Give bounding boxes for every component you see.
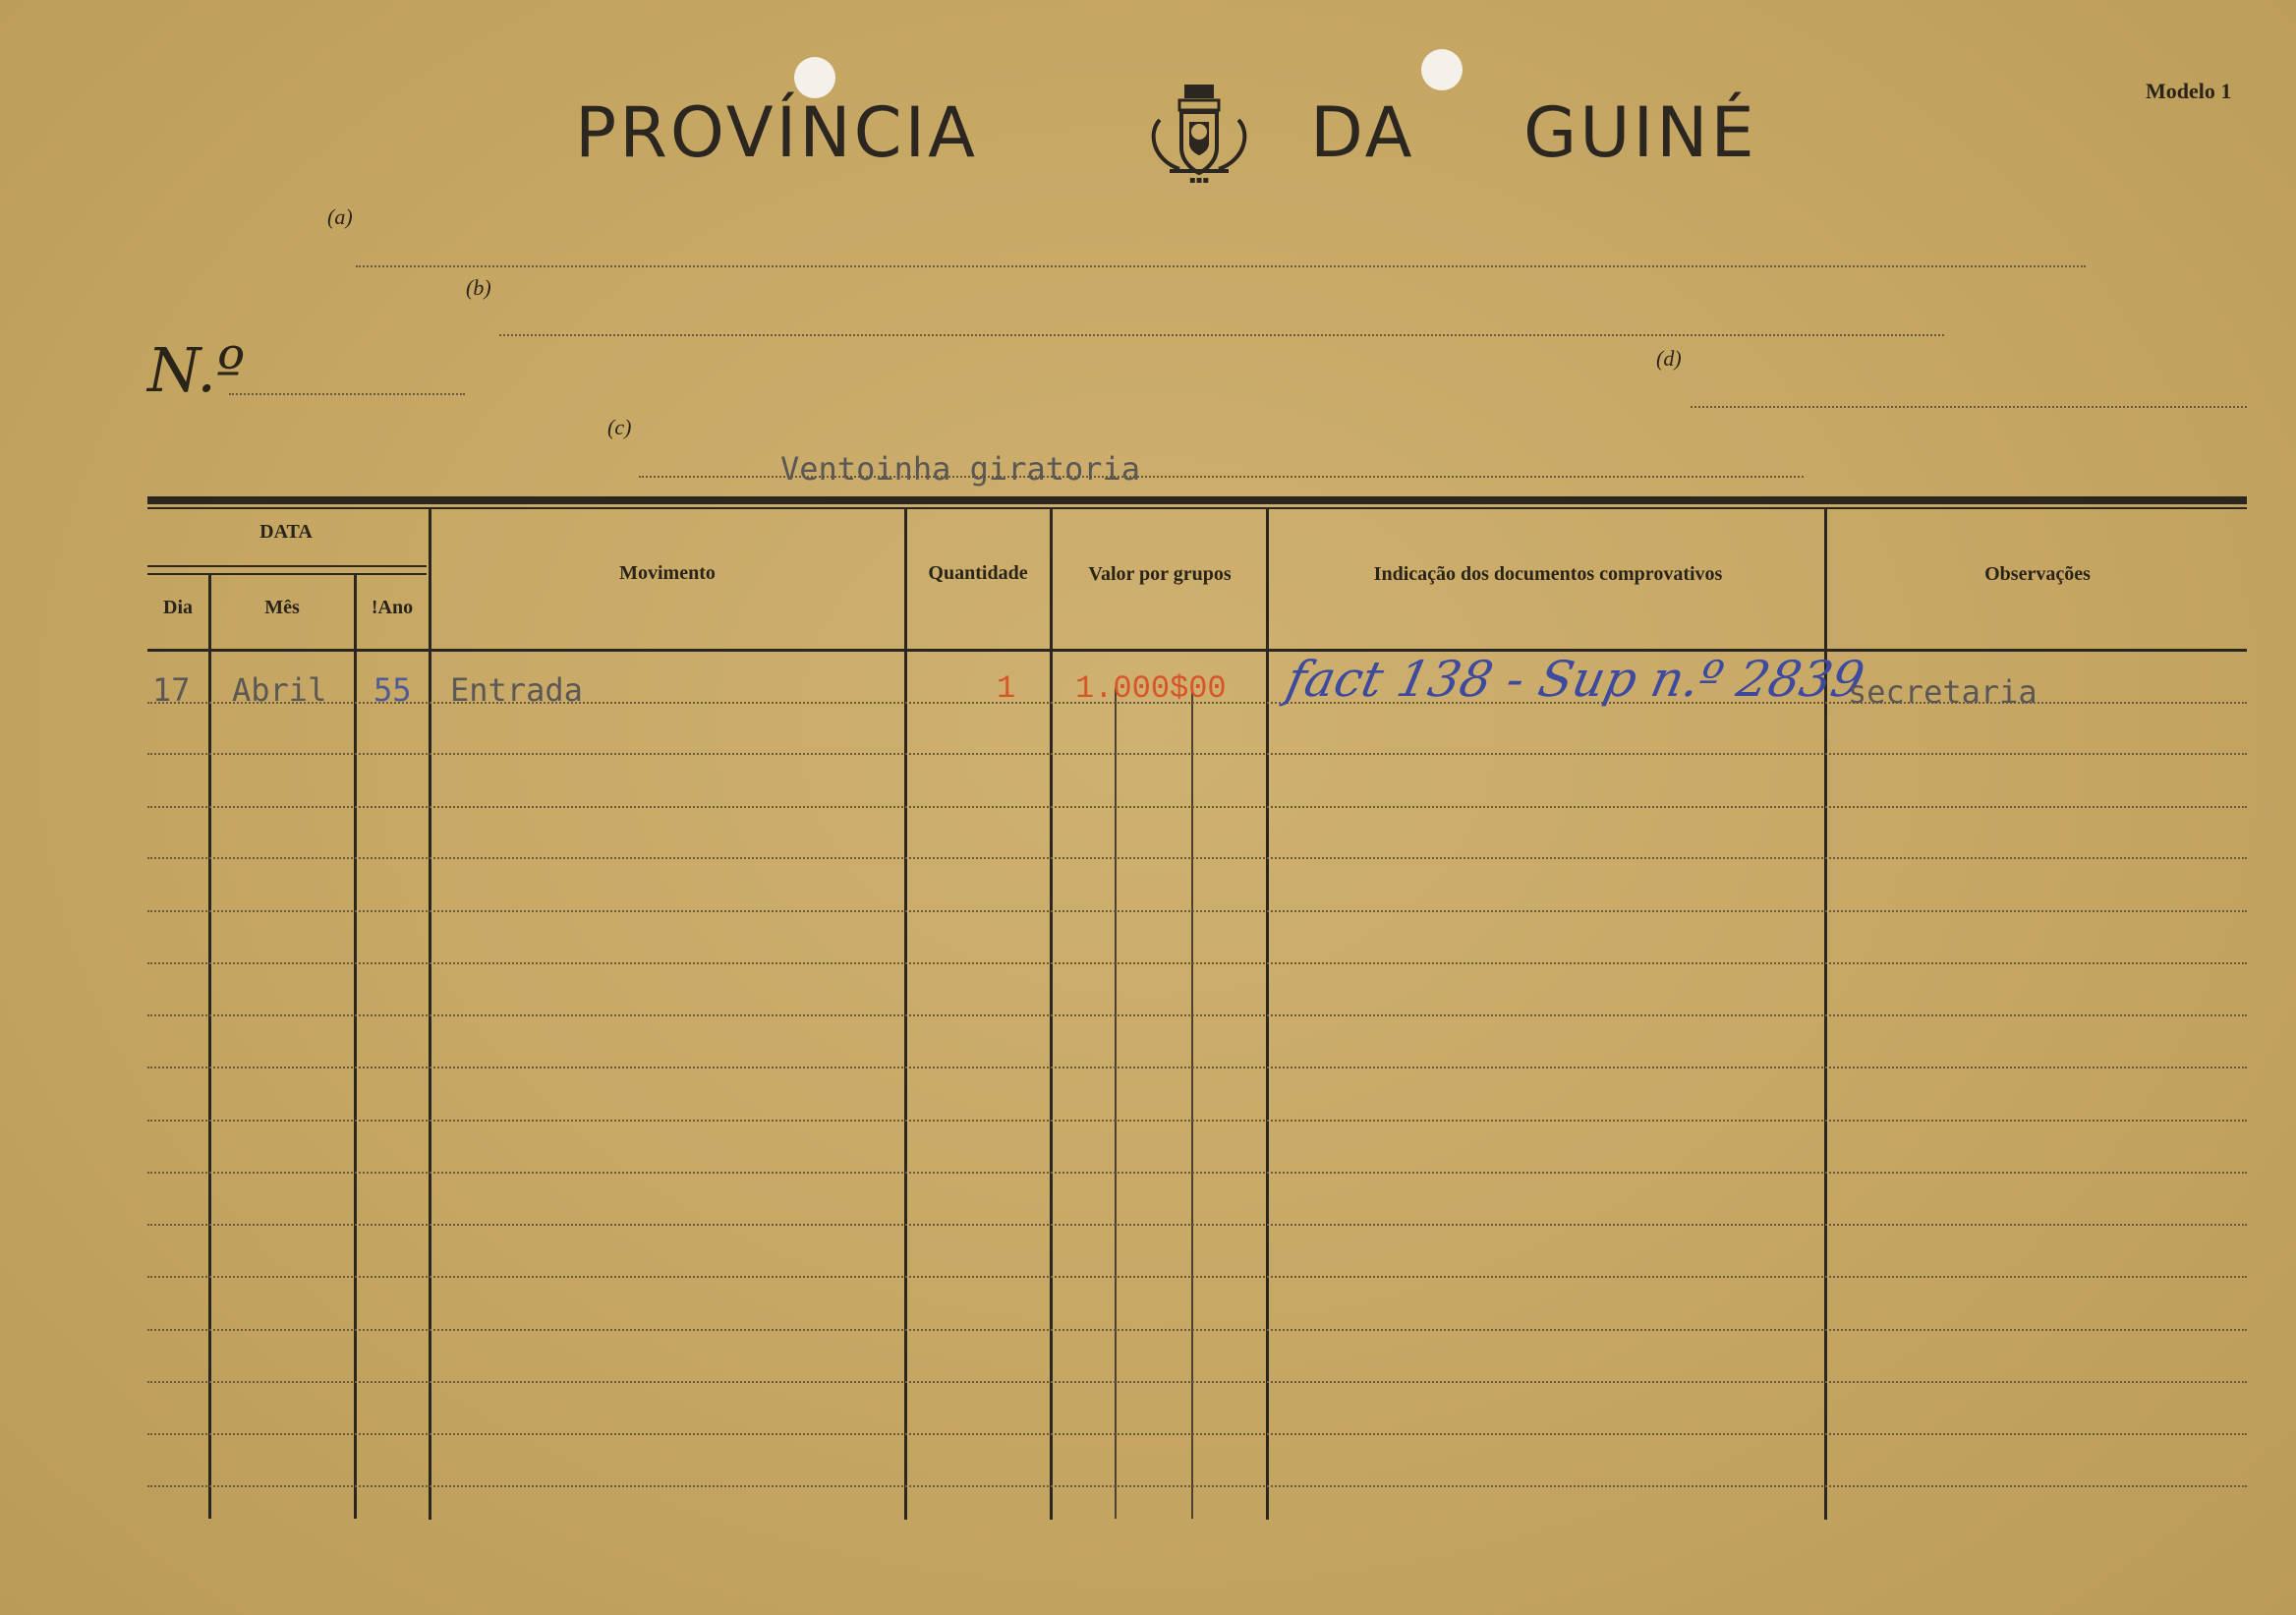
cell-mes: Abril <box>232 671 327 709</box>
col-divider-valor <box>1266 507 1269 1520</box>
row-line <box>147 910 2247 912</box>
field-label-a: (a) <box>327 204 353 229</box>
header-movimento: Movimento <box>619 562 716 584</box>
row-line <box>147 1276 2247 1278</box>
field-line-d <box>1691 406 2247 408</box>
header-indicacao: Indicação dos documentos comprovativos <box>1373 563 1723 585</box>
header-dia: Dia <box>163 597 193 618</box>
col-divider-movimento <box>904 507 907 1520</box>
col-divider-quantidade <box>1050 507 1053 1520</box>
row-line <box>147 962 2247 964</box>
row-line <box>147 1120 2247 1122</box>
row-line <box>147 857 2247 859</box>
valor-subdivider-2 <box>1191 688 1193 1519</box>
svg-text:▪▪▪: ▪▪▪ <box>1188 175 1210 186</box>
field-label-d: (d) <box>1656 346 1682 371</box>
cell-indicacao-handwritten: fact 138 - Sup n.º 2839 <box>1281 651 1869 708</box>
field-label-c: (c) <box>607 415 632 439</box>
field-line-b <box>499 334 1944 336</box>
field-label-b: (b) <box>466 275 491 300</box>
row-line <box>147 1067 2247 1068</box>
row-line <box>147 806 2247 808</box>
cell-valor: 1.000$00 <box>1075 670 1227 707</box>
title-guine: GUINÉ <box>1523 92 1757 173</box>
table-top-rule <box>147 496 2247 504</box>
table-top-rule-thin <box>147 507 2247 509</box>
col-divider-mes <box>354 575 357 1519</box>
row-line <box>147 1014 2247 1016</box>
title-da: DA <box>1310 92 1415 173</box>
cell-ano: 55 <box>373 671 412 709</box>
item-description: Ventoinha giratoria <box>780 450 1141 488</box>
cell-movimento: Entrada <box>450 671 583 709</box>
row-line <box>147 1381 2247 1383</box>
valor-subdivider-1 <box>1115 688 1117 1519</box>
header-quantidade: Quantidade <box>928 562 1028 584</box>
header-data-rule-2 <box>147 573 427 575</box>
model-number: Modelo 1 <box>2146 79 2232 103</box>
cell-dia: 17 <box>152 671 191 709</box>
row-line <box>147 753 2247 755</box>
punch-hole-right <box>1421 49 1463 90</box>
header-mes: Mês <box>264 597 300 618</box>
header-observacoes: Observações <box>1984 563 2091 585</box>
header-bottom-rule <box>147 649 2247 652</box>
col-divider-dia <box>208 575 211 1519</box>
cell-quantidade: 1 <box>997 670 1016 707</box>
header-data-rule-1 <box>147 565 427 567</box>
col-divider-ano <box>429 507 431 1520</box>
header-data-group: DATA <box>259 521 313 543</box>
row-line <box>147 1433 2247 1435</box>
row-line <box>147 1224 2247 1226</box>
number-label: N.º <box>147 334 246 406</box>
title-provincia: PROVÍNCIA <box>575 92 979 173</box>
field-line-number <box>229 393 465 395</box>
row-line <box>147 1172 2247 1174</box>
row-line <box>147 1329 2247 1331</box>
header-ano: !Ano <box>371 597 414 618</box>
coat-of-arms-icon <box>1140 81 1258 189</box>
row-line <box>147 1485 2247 1487</box>
header-valor: Valor por grupos <box>1088 563 1232 585</box>
field-line-a <box>356 265 2086 267</box>
cell-observacoes: secretaria <box>1848 673 2038 711</box>
